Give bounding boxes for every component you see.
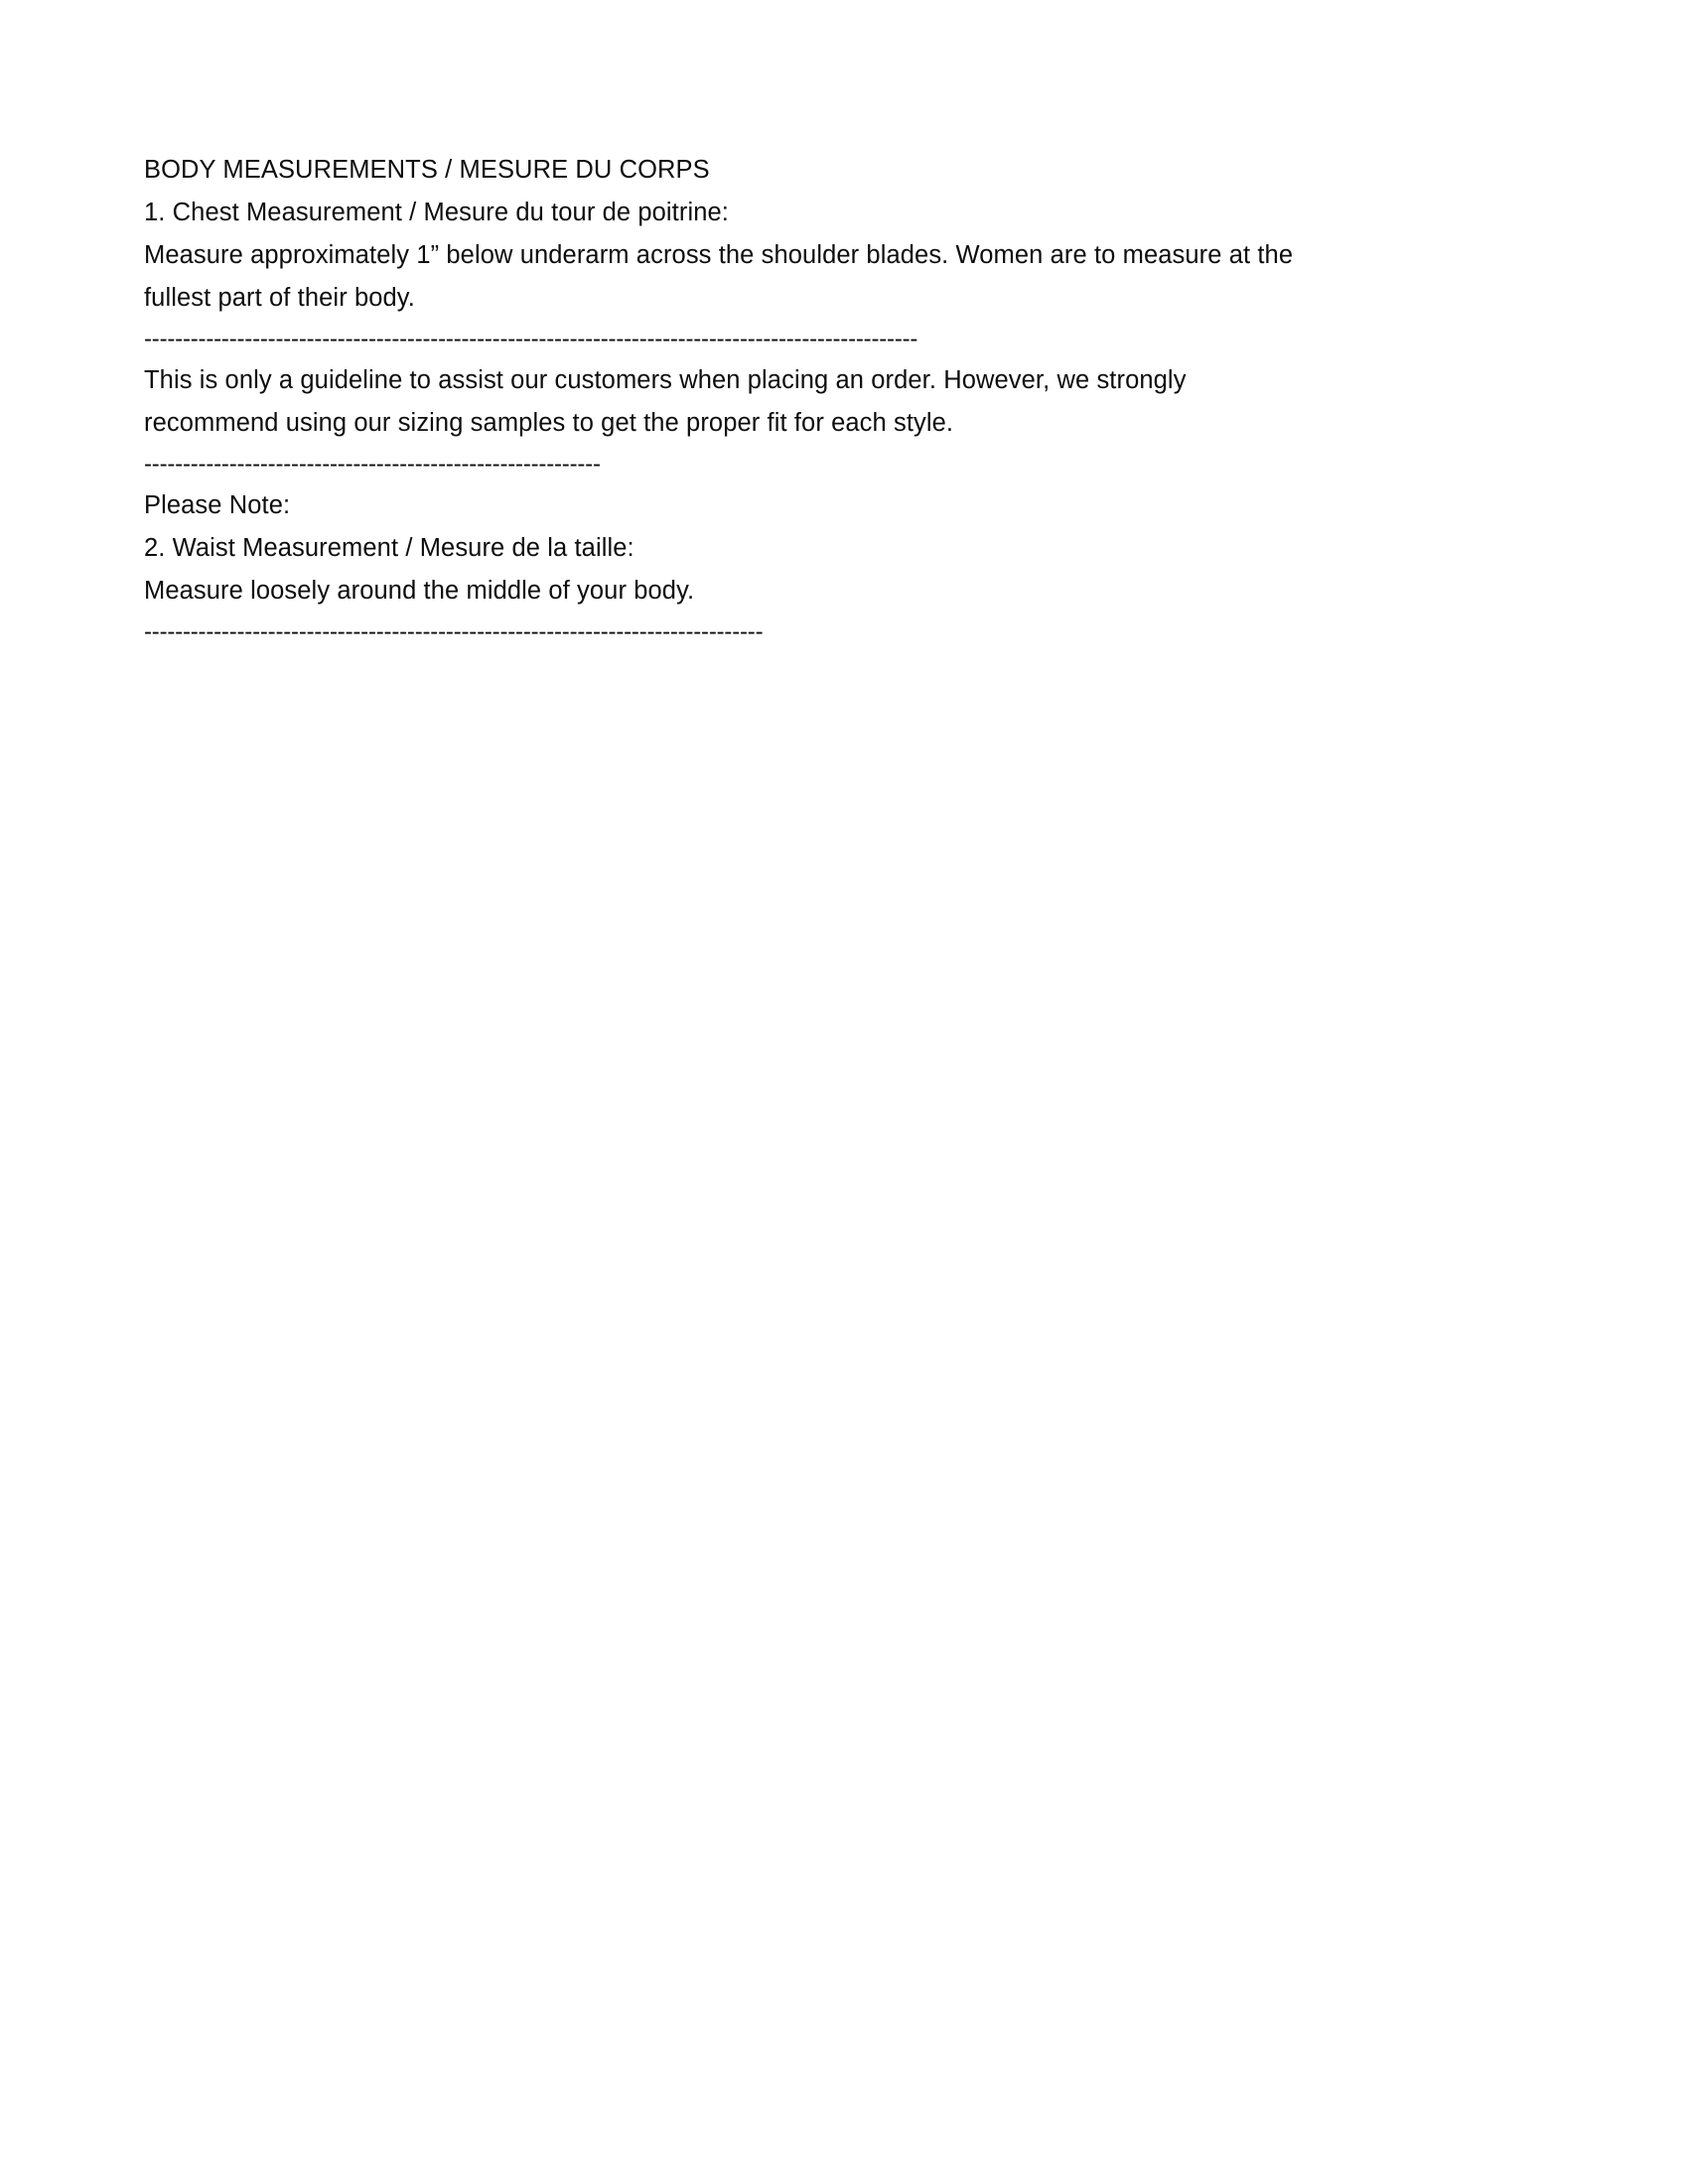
waist-measurement-text: Measure loosely around the middle of your body. — [144, 577, 695, 605]
divider-3: -------------------------------------------------------------------------------- — [144, 618, 764, 645]
chest-measurement-text: Measure approximately 1” below underarm across the shoulder blades. Women are to measure at the fullest part of their body. — [144, 241, 1294, 312]
document-body — [144, 149, 1311, 652]
waist-measurement-title: 2. Waist Measurement / Mesure de la taille: — [144, 534, 634, 562]
divider-1: ---------------------------------------------------------------------------------------------------- — [144, 326, 918, 352]
divider-2: ----------------------------------------------------------- — [144, 451, 601, 478]
document-heading: BODY MEASUREMENTS / MESURE DU CORPS — [144, 156, 710, 184]
chest-measurement-title: 1. Chest Measurement / Mesure du tour de poitrine: — [144, 199, 729, 226]
please-note-label: Please Note: — [144, 491, 291, 519]
guideline-text: This is only a guideline to assist our customers when placing an order. However, we strongly recommend using our sizing samples to get the proper fit for each style. — [144, 366, 1187, 437]
